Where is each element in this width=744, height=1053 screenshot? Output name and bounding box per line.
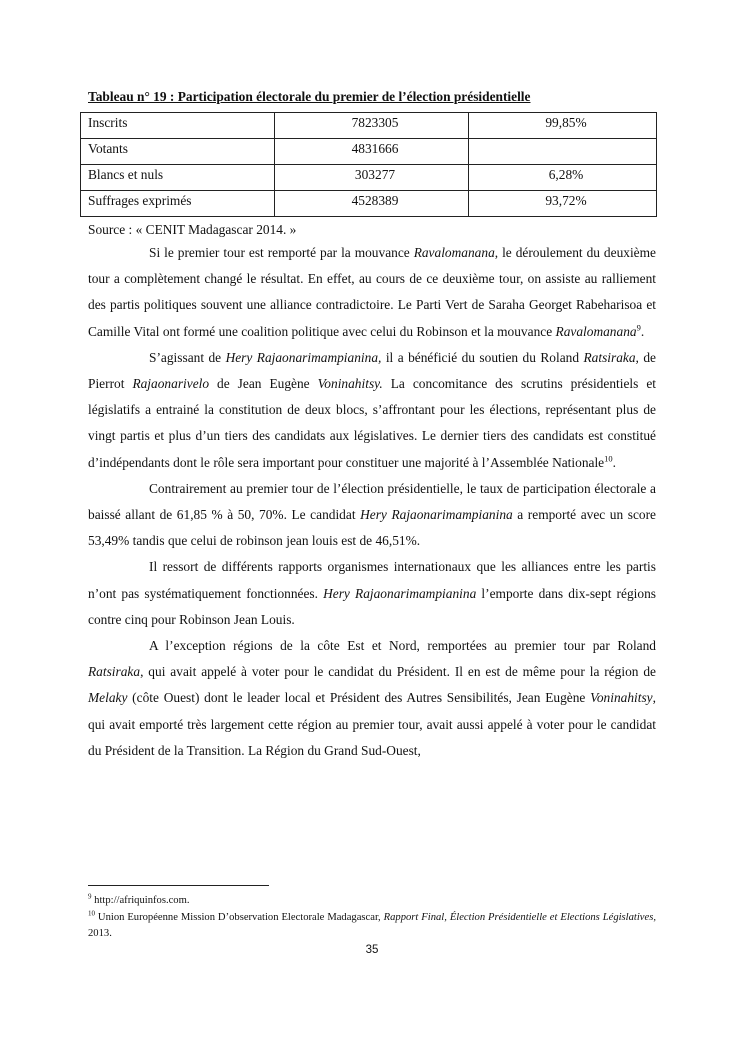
footnote-9 <box>88 893 656 910</box>
footnote-number: 9 <box>88 892 92 901</box>
text-run: Il ressort de différents rapports organismes internationaux que les alliances entre les partis n’ont pas systématiquement fonctionnées. <box>88 559 656 601</box>
text-run: . <box>640 323 645 339</box>
italic-run: Voninahitsy. <box>317 376 383 392</box>
row-value: 4831666 <box>275 139 469 165</box>
text-run: (côte Ouest) dont le leader local et Président des Autres Sensibilités, Jean Eugène <box>127 690 591 706</box>
row-label: Inscrits <box>81 113 275 139</box>
text-run: Si le premier tour est remporté par la mouvance <box>149 245 414 260</box>
table-row <box>81 165 657 191</box>
text-run: , le déroulement du deuxième tour a complètement changé le résultat. En effet, au cours de ce deuxième tour, on assiste au ralliement des partis politiques souvent une alliance contradictoire. Le Parti Vert de Saraha Georget Rabeharisoa et Camille Vital ont formé une coalition politique avec celui du Robinson et la mouvance <box>88 245 656 339</box>
table-row <box>81 139 657 165</box>
text-run: l’emporte dans dix-sept régions contre cinq pour Robinson Jean Louis. <box>88 585 656 627</box>
row-label: Suffrages exprimés <box>81 191 275 217</box>
text-run: Contrairement au premier tour de l’élection présidentielle, le taux de participation électorale a baissé allant de 61,85 % à 50, 70%. Le candidat <box>88 480 656 523</box>
text-run: a remporté avec un score 53,49% tandis que celui de robinson jean louis est de 46,51%. <box>88 507 656 549</box>
text-run: de Pierrot <box>88 349 656 392</box>
footnote-text: 2013. <box>88 928 112 939</box>
paragraph <box>88 345 656 476</box>
italic-run: Rajaonarivelo <box>132 376 210 392</box>
row-value: 4528389 <box>275 191 469 217</box>
table-row <box>81 113 657 139</box>
italic-run: Hery Rajaonarimampianina <box>360 507 513 523</box>
row-percent: 99,85% <box>469 113 657 139</box>
body-text <box>88 240 656 764</box>
footnote-separator <box>88 885 269 886</box>
text-run: , qui avait emporté très largement cette région au premier tour, avait aussi appelé à voter pour le candidat du Président de la Transition. La Région du Grand Sud-Ouest, <box>88 690 656 758</box>
paragraph <box>88 240 656 345</box>
paragraph <box>88 554 656 633</box>
row-percent: 93,72% <box>469 191 657 217</box>
table-caption: Tableau n° 19 : Participation électorale du premier de l’élection présidentielle <box>88 89 531 104</box>
row-percent: 6,28% <box>469 165 657 191</box>
participation-table <box>80 112 657 217</box>
text-run: , qui avait appelé à voter pour le candidat du Président. Il en est de même pour la région de <box>140 664 656 680</box>
paragraph <box>88 476 656 555</box>
footnote-number: 10 <box>88 908 95 917</box>
footnote-10 <box>88 910 656 943</box>
table-row <box>81 191 657 217</box>
text-run: . <box>612 454 616 470</box>
text-run: de Jean Eugène <box>209 376 318 392</box>
table-source: Source : « CENIT Madagascar 2014. » <box>88 222 297 237</box>
footnote-ref: 9 <box>636 322 641 333</box>
italic-run: Hery Rajaonarimampianina <box>323 585 477 601</box>
footnote-italic: Rapport Final, Élection Présidentielle et Elections Législatives, <box>383 911 656 923</box>
row-percent <box>469 139 657 165</box>
row-label: Votants <box>81 139 275 165</box>
italic-run: Voninahitsy <box>590 690 653 706</box>
text-run: La concomitance des scrutins présidentiels et législatifs a entrainé la constitution de deux blocs, s’affrontant pour les élections, représentant plus de vingt partis et plus d’un tiers des candidats aux législatives. Le dernier tiers des candidats est constitué d’indépendants dont le rôle sera important pour constituer une majorité à l’Assemblée Nationale <box>88 376 656 470</box>
text-run: S’agissant de <box>149 349 226 365</box>
italic-run: Hery Rajaonarimampianina, <box>225 349 382 365</box>
footnotes <box>88 893 656 943</box>
page-number: 35 <box>365 944 379 956</box>
text-run: il a bénéficié du soutien du Roland <box>381 349 584 365</box>
italic-run: Ravalomanana <box>555 323 637 339</box>
row-value: 303277 <box>275 165 469 191</box>
text-run: A l’exception régions de la côte Est et Nord, remportées au premier tour par Roland <box>149 638 656 654</box>
italic-run: Melaky <box>88 690 128 706</box>
paragraph <box>88 633 656 764</box>
italic-run: Ravalomanana <box>413 245 495 260</box>
footnote-ref: 10 <box>604 453 613 464</box>
footnote-text: Union Européenne Mission D’observation Electorale Madagascar, <box>95 911 384 923</box>
row-label: Blancs et nuls <box>81 165 275 191</box>
italic-run: Ratsiraka <box>88 664 141 680</box>
footnote-text: http://afriquinfos.com. <box>91 895 190 906</box>
italic-run: Ratsiraka, <box>583 349 639 365</box>
row-value: 7823305 <box>275 113 469 139</box>
